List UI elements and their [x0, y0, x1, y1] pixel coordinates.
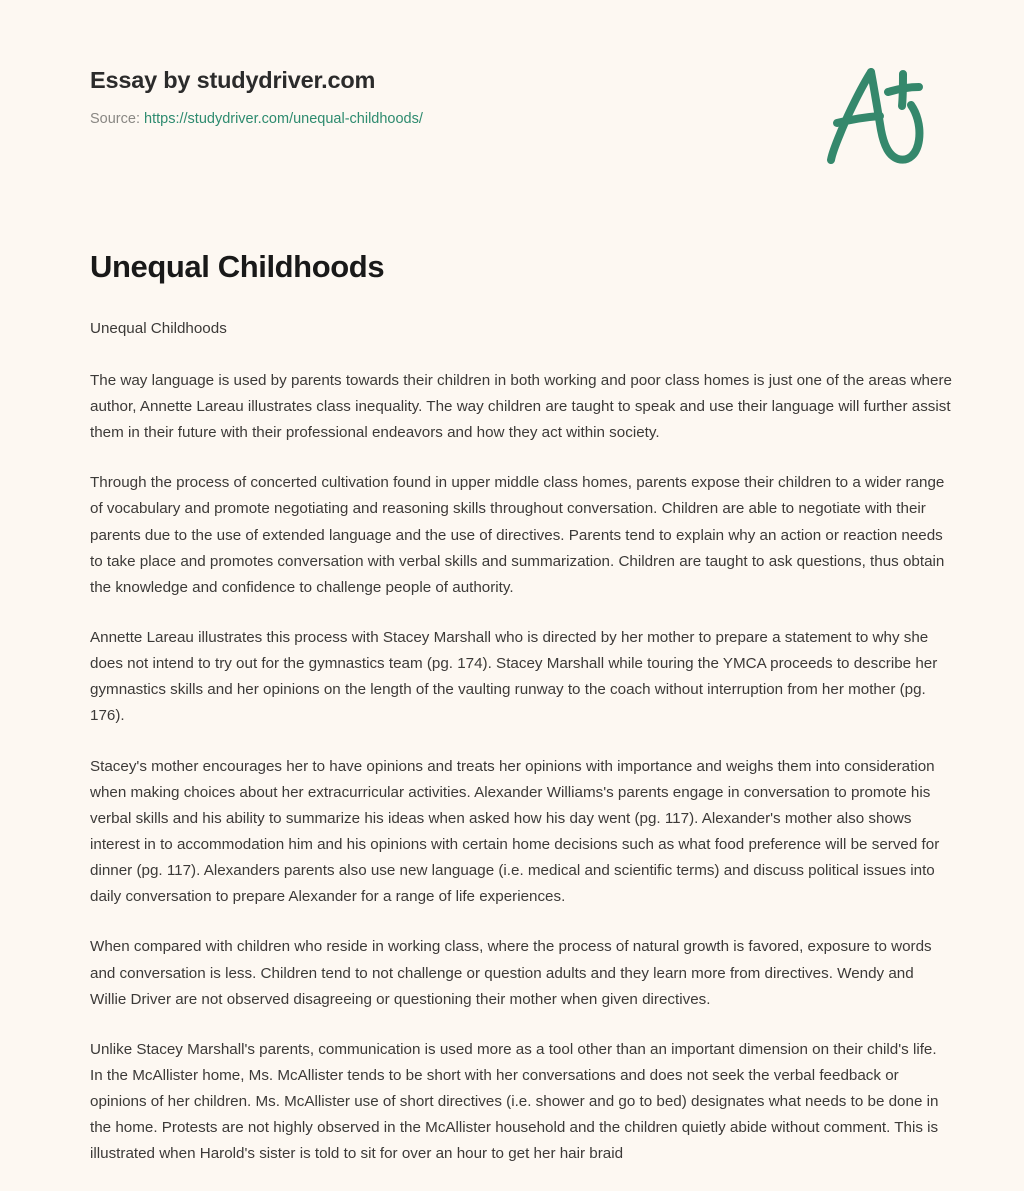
paragraph: Stacey's mother encourages her to have opinions and treats her opinions with importance and weighs them into consideration when making choices about her extracurricular activities. Alexander Williams's parents engage in conversation to promote his verbal skills and his ability to summarize his ideas when asked how his day went (pg. 117). Alexander's mother also shows interest in to accommodation him and his opinions with certain home decisions such as what food preference will be served for dinner (pg. 117). Alexanders parents also use new language (i.e. medical and scientific terms) and discuss political issues into daily conversation to prepare Alexander for a range of life experiences. [90, 757, 940, 906]
source-row [90, 109, 423, 129]
header-text-block [90, 66, 423, 129]
a-plus-icon [818, 62, 936, 170]
paragraph: When compared with children who reside in working class, where the process of natural growth is favored, exposure to words and conversation is less. Children tend to not challenge or question adults and they learn more from directives. Wendy and Willie Driver are not observed disagreeing or questioning their mother when given directives. [90, 938, 932, 1008]
paragraph: Unequal Childhoods [90, 319, 227, 337]
page-title: Unequal Childhoods [90, 249, 385, 284]
source-link[interactable]: https://studydriver.com/unequal-childhoods/ [144, 111, 423, 128]
paragraph: Through the process of concerted cultivation found in upper middle class homes, parents expose their children to a wider range of vocabulary and promote negotiating and reasoning skills throughout conversation. Children are able to negotiate with their parents due to the use of extended language and the use of directives. Parents tend to explain why an action or reaction needs to take place and promotes conversation with verbal skills and summarization. Children are taught to ask questions, thus obtain the knowledge and confidence to challenge people of authority. [90, 474, 945, 596]
paragraph: The way language is used by parents towards their children in both working and poor class homes is just one of the areas where author, Annette Lareau illustrates class inequality. The way children are taught to speak and use their language will further assist them in their future with their professional endeavors and how they act within society. [90, 371, 952, 442]
article [90, 248, 952, 1168]
byline: Essay by studydriver.com [90, 67, 376, 93]
studydriver-logo[interactable] [818, 62, 936, 170]
source-label: Source: [90, 111, 140, 128]
page-header [0, 0, 1024, 200]
paragraph: Unlike Stacey Marshall's parents, communication is used more as a tool other than an important dimension on their child's life. In the McAllister home, Ms. McAllister tends to be short with her conversations and does not seek the verbal feedback or opinions of her children. Ms. McAllister use of short directives (i.e. shower and go to bed) designates what needs to be done in the home. Protests are not highly observed in the McAllister household and the children quietly abide without comment. This is illustrated when Harold's sister is told to sit for over an hour to get her hair braid [90, 1040, 939, 1163]
paragraph: Annette Lareau illustrates this process with Stacey Marshall who is directed by her mother to prepare a statement to why she does not intend to try out for the gymnastics team (pg. 174). Stacey Marshall while touring the YMCA proceeds to describe her gymnastics skills and her opinions on the length of the vaulting runway to the coach without interruption from her mother (pg. 176). [90, 629, 938, 725]
article-body [90, 316, 952, 1168]
